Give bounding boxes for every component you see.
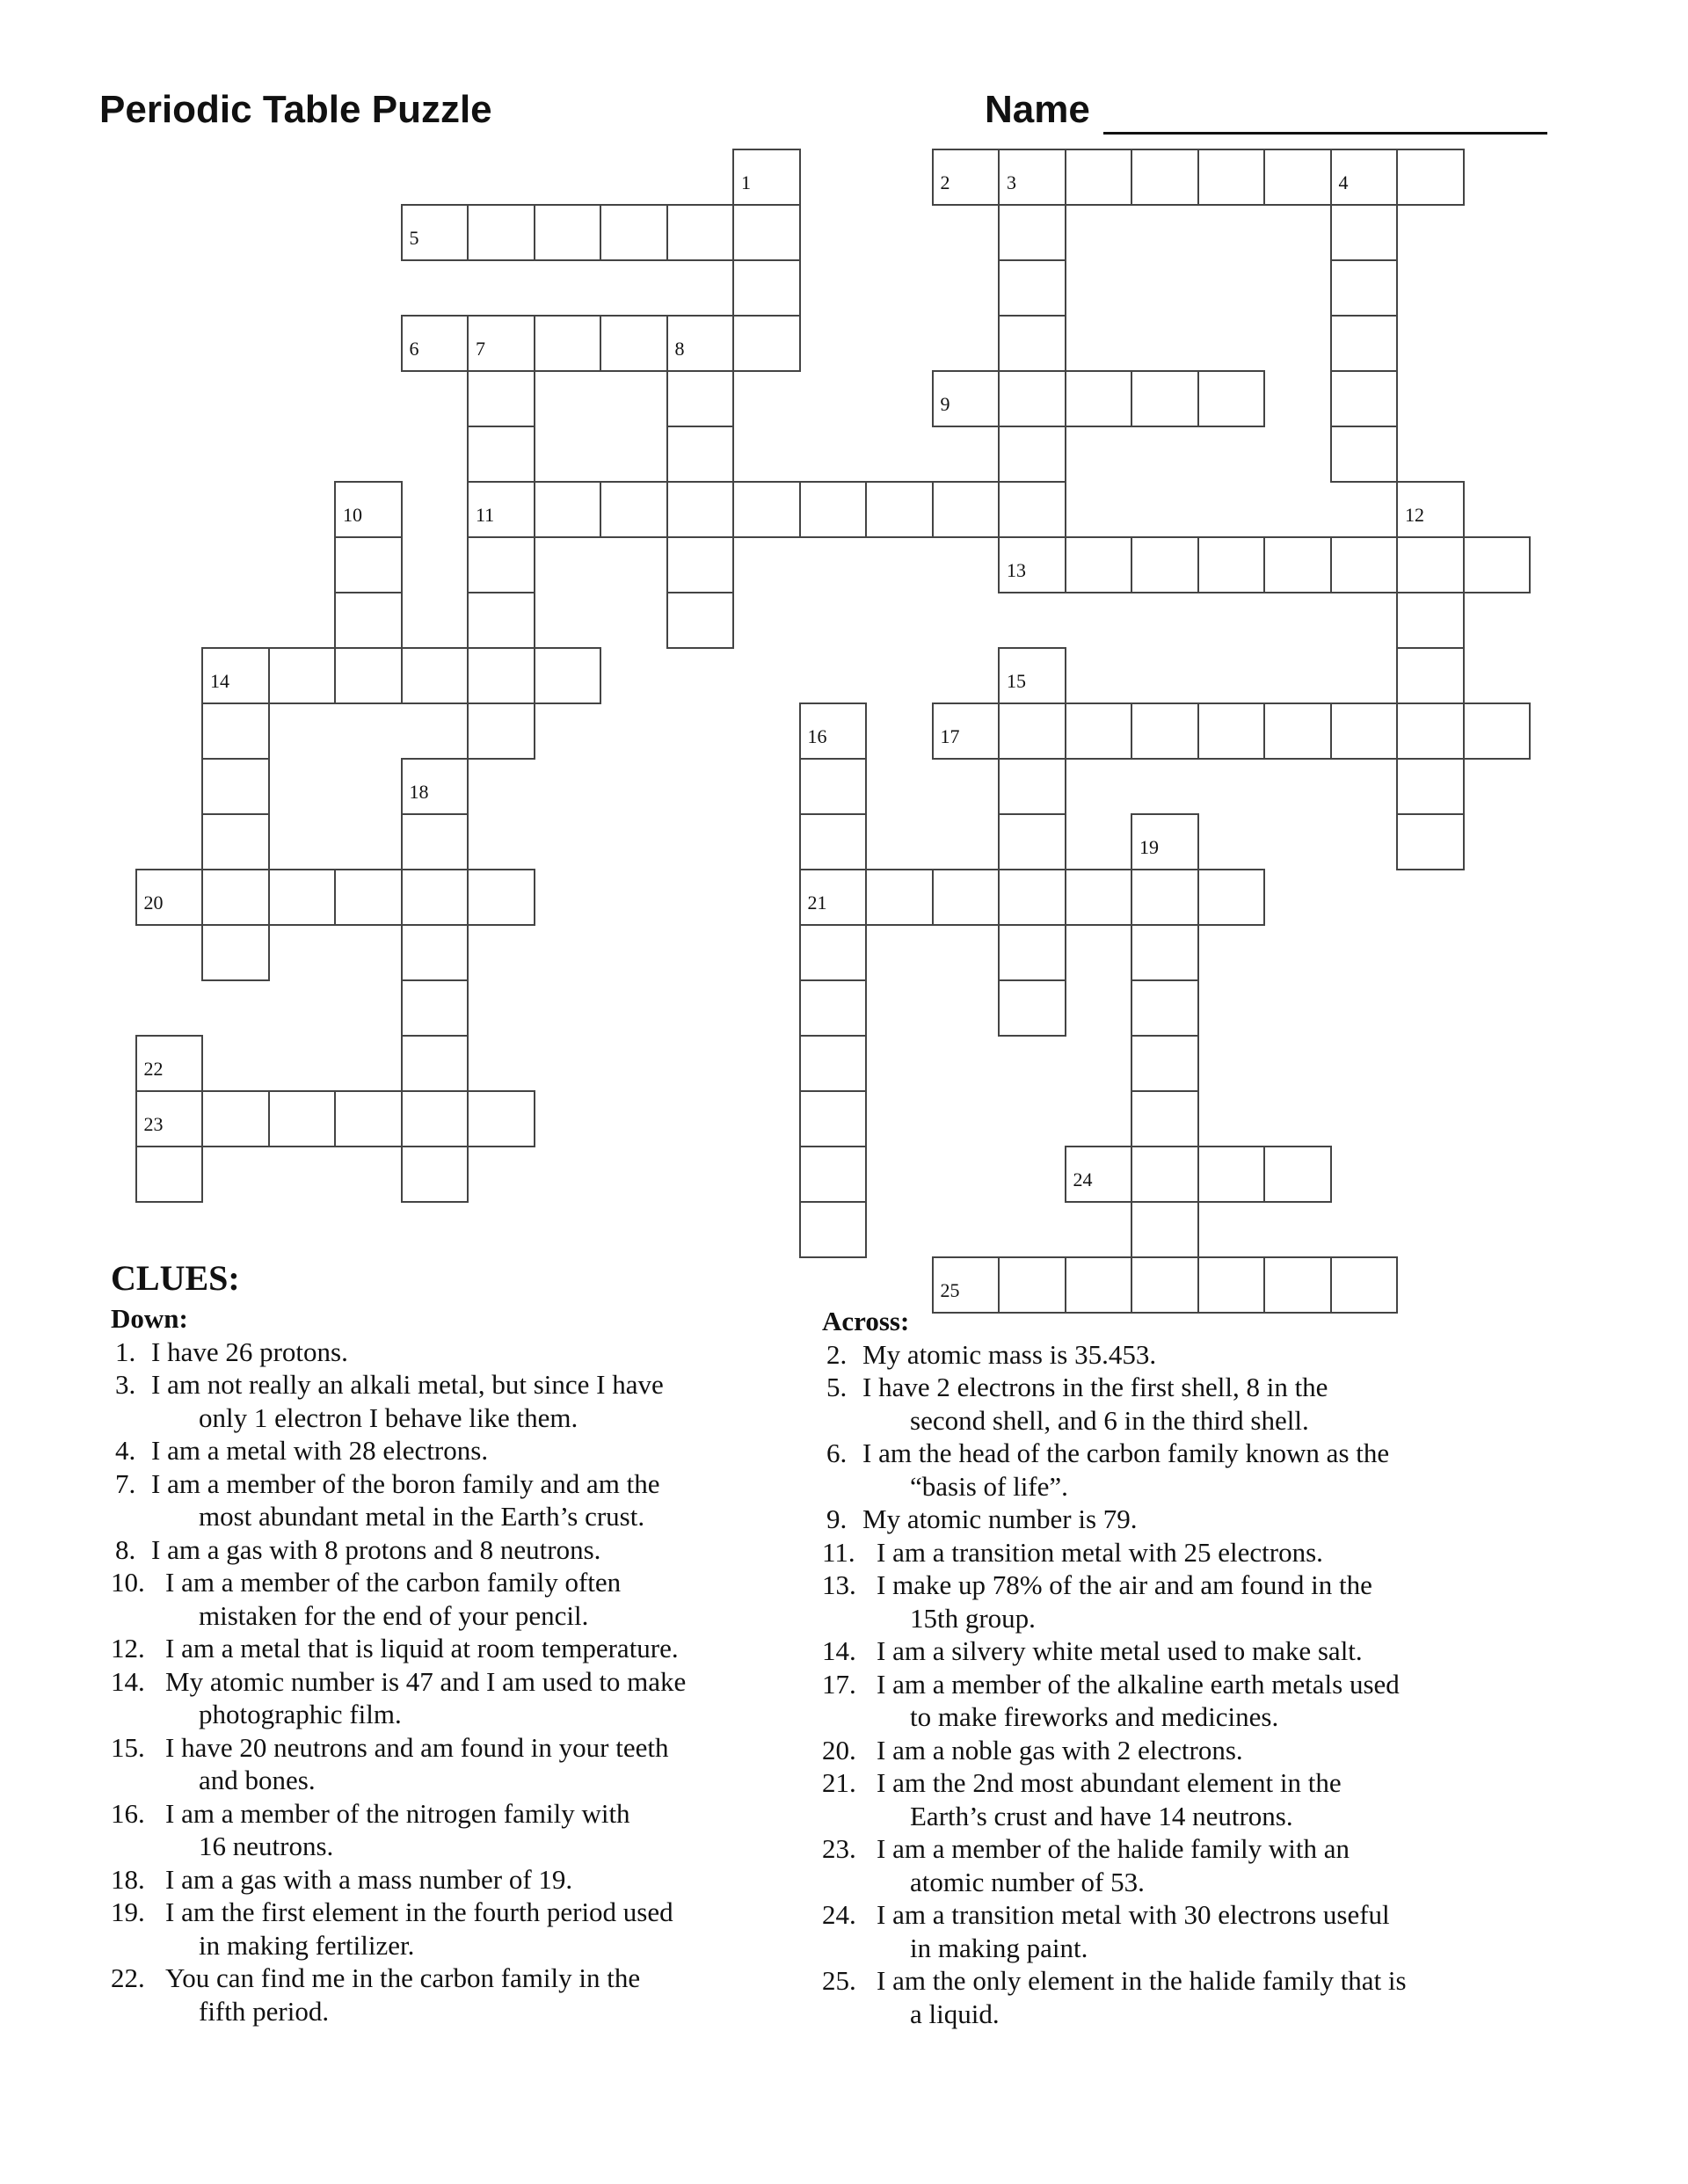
crossword-cell[interactable]	[1396, 149, 1465, 206]
clue-item-number: 5.	[826, 1372, 848, 1402]
crossword-cell[interactable]	[1263, 536, 1332, 593]
crossword-cell[interactable]	[401, 204, 469, 261]
crossword-cell[interactable]	[998, 315, 1066, 372]
clue-item	[111, 1533, 814, 1567]
crossword-cell[interactable]	[998, 647, 1066, 704]
crossword-cell[interactable]	[1396, 813, 1465, 870]
clue-item-text: I am a member of the boron family and am the	[151, 1467, 660, 1499]
crossword-cell[interactable]	[1396, 536, 1465, 593]
crossword-cell[interactable]	[1197, 536, 1266, 593]
clue-item-text: I have 2 electrons in the first shell, 8 in the	[862, 1372, 1328, 1402]
crossword-cell[interactable]	[600, 481, 668, 538]
crossword-cell[interactable]	[401, 979, 469, 1037]
clue-item	[822, 1668, 1525, 1734]
clue-number: 11	[476, 504, 495, 526]
crossword-cell[interactable]	[1396, 758, 1465, 815]
clue-item-number: 19.	[111, 1896, 145, 1927]
crossword-cell[interactable]	[932, 370, 1000, 427]
crossword-cell[interactable]	[732, 481, 801, 538]
clue-item-text: I am a transition metal with 30 electrons useful	[877, 1899, 1390, 1930]
crossword-cell[interactable]	[334, 647, 403, 704]
crossword-cell[interactable]	[1330, 315, 1399, 372]
crossword-cell[interactable]	[1197, 703, 1266, 760]
clue-number: 25	[940, 1279, 960, 1301]
crossword-cell[interactable]	[1263, 703, 1332, 760]
clue-item-number: 12.	[111, 1633, 145, 1663]
crossword-cell[interactable]	[1463, 536, 1532, 593]
crossword-cell[interactable]	[334, 869, 403, 926]
crossword-cell[interactable]	[401, 647, 469, 704]
crossword-cell[interactable]	[1131, 924, 1199, 981]
clue-number: 19	[1139, 836, 1159, 858]
clue-item-number: 1.	[115, 1336, 136, 1367]
clue-number: 8	[674, 338, 685, 360]
crossword-cell[interactable]	[799, 1201, 868, 1258]
clue-item-text: I am a metal with 28 electrons.	[151, 1435, 489, 1466]
crossword-cell[interactable]	[998, 370, 1066, 427]
crossword-cell[interactable]	[135, 1035, 204, 1092]
crossword-cell[interactable]	[799, 1035, 868, 1092]
clue-item-text: Earth’s crust and have 14 neutrons.	[910, 1800, 1293, 1831]
crossword-cell[interactable]	[201, 758, 270, 815]
crossword-cell[interactable]	[666, 204, 735, 261]
crossword-cell[interactable]	[467, 592, 535, 649]
clue-item-number: 25.	[822, 1965, 856, 1996]
crossword-cell[interactable]	[201, 813, 270, 870]
clue-item-text: I am a silvery white metal used to make salt.	[877, 1635, 1363, 1666]
clue-number: 6	[409, 338, 419, 360]
crossword-cell[interactable]	[201, 703, 270, 760]
crossword-cell[interactable]	[201, 869, 270, 926]
clue-number: 18	[409, 781, 429, 803]
crossword-cell[interactable]	[799, 1146, 868, 1203]
crossword-cell[interactable]	[998, 979, 1066, 1037]
crossword-cell[interactable]	[1197, 1146, 1266, 1203]
clue-item-number: 10.	[111, 1567, 145, 1598]
clue-item-text: mistaken for the end of your pencil.	[199, 1599, 589, 1631]
clue-item-text: My atomic mass is 35.453.	[862, 1338, 1157, 1370]
clue-item-number: 24.	[822, 1899, 856, 1930]
clue-number: 13	[1007, 559, 1026, 581]
crossword-cell[interactable]	[1330, 536, 1399, 593]
clue-item-text: My atomic number is 47 and I am used to make	[165, 1665, 687, 1697]
crossword-cell[interactable]	[600, 204, 668, 261]
crossword-cell[interactable]	[467, 647, 535, 704]
crossword-cell[interactable]	[998, 426, 1066, 483]
clue-item	[822, 1734, 1525, 1767]
clue-number: 21	[807, 892, 827, 914]
across-clue-list	[822, 1338, 1525, 2031]
crossword-cell[interactable]	[135, 869, 204, 926]
clue-item-number: 7.	[115, 1467, 136, 1499]
crossword-cell[interactable]	[932, 703, 1000, 760]
clues-heading: CLUES:	[111, 1258, 240, 1298]
clue-number: 4	[1338, 171, 1349, 193]
crossword-cell[interactable]	[998, 536, 1066, 593]
clue-item-text: I am not really an alkali metal, but since I have	[151, 1369, 664, 1400]
clue-item	[822, 1898, 1525, 1964]
crossword-cell[interactable]	[865, 869, 934, 926]
crossword-cell[interactable]	[1065, 536, 1133, 593]
clue-item	[822, 1371, 1525, 1437]
crossword-cell[interactable]	[334, 481, 403, 538]
crossword-cell[interactable]	[998, 703, 1066, 760]
crossword-cell[interactable]	[334, 1090, 403, 1147]
clue-item-number: 18.	[111, 1863, 145, 1895]
clue-item-text: I am a member of the nitrogen family with	[165, 1797, 630, 1829]
clue-item	[822, 1766, 1525, 1832]
crossword-cell[interactable]	[401, 813, 469, 870]
clue-item-number: 4.	[115, 1435, 136, 1466]
clue-item-text: photographic film.	[199, 1699, 402, 1729]
clue-item-text: I am a member of the carbon family often	[165, 1567, 622, 1598]
clue-item-number: 3.	[115, 1369, 136, 1400]
clue-number: 1	[741, 171, 751, 193]
clue-number: 20	[143, 892, 164, 914]
crossword-cell[interactable]	[1263, 1146, 1332, 1203]
clue-item	[111, 1336, 814, 1369]
crossword-cell[interactable]	[534, 481, 602, 538]
clue-number: 16	[807, 725, 827, 747]
clue-item-number: 14.	[822, 1635, 856, 1666]
clue-item-number: 11.	[822, 1536, 855, 1568]
crossword-cell[interactable]	[799, 758, 868, 815]
clue-item	[111, 1368, 814, 1434]
clue-item-text: I am the first element in the fourth period used	[165, 1896, 673, 1927]
clue-number: 24	[1073, 1168, 1093, 1190]
crossword-cell[interactable]	[1330, 149, 1399, 206]
clue-item-text: I am the 2nd most abundant element in the	[877, 1767, 1342, 1798]
clue-item-text: My atomic number is 79.	[862, 1503, 1138, 1534]
crossword-cell[interactable]	[135, 1146, 204, 1203]
clue-item-text: I am a member of the alkaline earth metals used	[877, 1668, 1400, 1700]
clue-item-text: I am a metal that is liquid at room temperature.	[165, 1633, 679, 1663]
crossword-cell[interactable]	[666, 370, 735, 427]
crossword-cell[interactable]	[1131, 536, 1199, 593]
crossword-cell[interactable]	[1065, 370, 1133, 427]
crossword-cell[interactable]	[268, 647, 337, 704]
crossword-cell[interactable]	[1330, 703, 1399, 760]
clue-item-number: 6.	[826, 1438, 848, 1468]
crossword-cell[interactable]	[600, 315, 668, 372]
crossword-cell[interactable]	[1330, 259, 1399, 317]
clue-item-text: You can find me in the carbon family in the	[165, 1962, 641, 1993]
clue-number: 23	[143, 1113, 164, 1135]
crossword-cell[interactable]	[799, 924, 868, 981]
crossword-cell[interactable]	[1131, 813, 1199, 870]
clue-item-text: atomic number of 53.	[910, 1866, 1145, 1897]
crossword-cell[interactable]	[467, 370, 535, 427]
clue-item-text: I am a member of the halide family with an	[877, 1833, 1350, 1864]
clue-item-text: I am the only element in the halide family that is	[877, 1965, 1407, 1996]
crossword-cell[interactable]	[1197, 869, 1266, 926]
crossword-cell[interactable]	[401, 924, 469, 981]
crossword-cell[interactable]	[467, 869, 535, 926]
crossword-cell[interactable]	[1131, 370, 1199, 427]
clue-item	[822, 1569, 1525, 1634]
crossword-cell[interactable]	[1065, 149, 1133, 206]
clue-item-text: to make fireworks and medicines.	[910, 1701, 1279, 1732]
crossword-cell[interactable]	[467, 481, 535, 538]
clue-item	[822, 1536, 1525, 1569]
clue-item-number: 8.	[115, 1533, 136, 1565]
crossword-cell[interactable]	[732, 315, 801, 372]
clue-item-number: 16.	[111, 1797, 145, 1829]
clue-item-text: second shell, and 6 in the third shell.	[910, 1404, 1309, 1436]
clue-item	[111, 1797, 814, 1863]
clue-number: 12	[1405, 504, 1424, 526]
across-clues-column	[822, 1305, 1525, 2030]
clue-item	[822, 1964, 1525, 2030]
clue-item-text: I have 20 neutrons and am found in your teeth	[165, 1731, 669, 1763]
clue-number: 15	[1007, 670, 1026, 692]
crossword-cell[interactable]	[201, 1090, 270, 1147]
clue-item-number: 13.	[822, 1569, 856, 1600]
clue-item	[111, 1566, 814, 1632]
clue-item	[111, 1467, 814, 1533]
clue-item-number: 15.	[111, 1731, 145, 1763]
crossword-cell[interactable]	[1131, 703, 1199, 760]
crossword-cell[interactable]	[998, 204, 1066, 261]
clue-item	[822, 1832, 1525, 1898]
crossword-cell[interactable]	[732, 149, 801, 206]
clue-item-number: 22.	[111, 1962, 145, 1993]
clue-item	[111, 1434, 814, 1467]
crossword-cell[interactable]	[799, 813, 868, 870]
crossword-cell[interactable]	[998, 481, 1066, 538]
clue-item-text: most abundant metal in the Earth’s crust.	[199, 1501, 645, 1532]
across-heading: Across:	[822, 1306, 910, 1336]
clue-item	[111, 1632, 814, 1665]
crossword-cell[interactable]	[666, 481, 735, 538]
clue-item-text: I am a gas with a mass number of 19.	[165, 1863, 573, 1895]
crossword-cell[interactable]	[1131, 1146, 1199, 1203]
crossword-cell[interactable]	[1131, 1035, 1199, 1092]
crossword-cell[interactable]	[932, 869, 1000, 926]
clue-item-text: “basis of life”.	[910, 1470, 1068, 1502]
crossword-cell[interactable]	[268, 869, 337, 926]
crossword-cell[interactable]	[401, 1090, 469, 1147]
crossword-cell[interactable]	[534, 647, 602, 704]
clue-item-text: I am a gas with 8 protons and 8 neutrons.	[151, 1533, 601, 1565]
crossword-cell[interactable]	[1463, 703, 1532, 760]
crossword-cell[interactable]	[998, 149, 1066, 206]
clue-item	[822, 1338, 1525, 1372]
clue-item-number: 14.	[111, 1665, 145, 1697]
clue-item-number: 20.	[822, 1734, 856, 1765]
clue-item-text: a liquid.	[910, 1998, 1000, 2029]
crossword-cell[interactable]	[467, 1090, 535, 1147]
clue-item	[822, 1634, 1525, 1668]
page-title: Periodic Table Puzzle	[99, 88, 492, 131]
crossword-cell[interactable]	[401, 869, 469, 926]
crossword-cell[interactable]	[401, 758, 469, 815]
crossword-cell[interactable]	[334, 592, 403, 649]
crossword-cell[interactable]	[1197, 149, 1266, 206]
crossword-cell[interactable]	[1131, 149, 1199, 206]
crossword-cell[interactable]	[1330, 204, 1399, 261]
clue-number: 7	[476, 338, 485, 360]
crossword-cell[interactable]	[799, 703, 868, 760]
crossword-cell[interactable]	[467, 204, 535, 261]
clue-item	[111, 1731, 814, 1797]
clue-item-text: 16 neutrons.	[199, 1831, 334, 1861]
clue-item	[111, 1665, 814, 1731]
clue-item-number: 2.	[826, 1338, 848, 1370]
crossword-cell[interactable]	[467, 315, 535, 372]
crossword-cell[interactable]	[1396, 647, 1465, 704]
crossword-cell[interactable]	[1131, 979, 1199, 1037]
clue-item-text: I have 26 protons.	[151, 1336, 348, 1367]
crossword-cell[interactable]	[799, 869, 868, 926]
crossword-cell[interactable]	[401, 1146, 469, 1203]
crossword-cell[interactable]	[666, 426, 735, 483]
crossword-cell[interactable]	[732, 259, 801, 317]
clue-item-number: 23.	[822, 1833, 856, 1864]
clue-item	[822, 1503, 1525, 1536]
crossword-cell[interactable]	[1065, 869, 1133, 926]
crossword-cell[interactable]	[666, 536, 735, 593]
clue-item-text: in making fertilizer.	[199, 1929, 415, 1961]
crossword-cell[interactable]	[1263, 149, 1332, 206]
clue-item-text: and bones.	[199, 1765, 316, 1795]
clue-item-number: 17.	[822, 1668, 856, 1700]
clue-number: 22	[143, 1058, 164, 1080]
clue-number: 14	[210, 670, 229, 692]
crossword-cell[interactable]	[201, 647, 270, 704]
crossword-cell[interactable]	[1330, 426, 1399, 483]
clue-item-text: I am the head of the carbon family known as the	[862, 1438, 1390, 1468]
clue-item	[111, 1962, 814, 2027]
down-clue-list	[111, 1336, 814, 2028]
clue-item-text: fifth period.	[199, 1995, 330, 2027]
crossword-cell[interactable]	[268, 1090, 337, 1147]
crossword-cell[interactable]	[666, 315, 735, 372]
crossword-cell[interactable]	[135, 1090, 204, 1147]
clue-item	[822, 1437, 1525, 1503]
crossword-cell[interactable]	[998, 758, 1066, 815]
crossword-cell[interactable]	[1065, 1146, 1133, 1203]
crossword-cell[interactable]	[865, 481, 934, 538]
crossword-cell[interactable]	[467, 426, 535, 483]
clue-number: 5	[409, 227, 419, 249]
crossword-cell[interactable]	[467, 536, 535, 593]
crossword-cell[interactable]	[1131, 1201, 1199, 1258]
crossword-cell[interactable]	[1396, 703, 1465, 760]
crossword-cell[interactable]	[998, 259, 1066, 317]
clue-item-text: I make up 78% of the air and am found in the	[877, 1569, 1372, 1600]
clue-number: 2	[940, 171, 950, 193]
crossword-cell[interactable]	[998, 813, 1066, 870]
crossword-cell[interactable]	[932, 149, 1000, 206]
crossword-cell[interactable]	[1197, 370, 1266, 427]
crossword-cell[interactable]	[334, 536, 403, 593]
crossword-cell[interactable]	[799, 481, 868, 538]
crossword-cell[interactable]	[998, 924, 1066, 981]
clue-number: 9	[940, 393, 950, 415]
clue-item-number: 21.	[822, 1767, 856, 1798]
crossword-cell[interactable]	[998, 869, 1066, 926]
crossword-cell[interactable]	[201, 924, 270, 981]
crossword-cell[interactable]	[534, 315, 602, 372]
down-heading: Down:	[111, 1303, 188, 1334]
crossword-cell[interactable]	[401, 1035, 469, 1092]
down-clues-column	[111, 1302, 814, 2027]
clue-item	[111, 1896, 814, 1962]
clue-item-text: 15th group.	[910, 1602, 1036, 1634]
crossword-cell[interactable]	[799, 979, 868, 1037]
clue-number: 3	[1007, 171, 1016, 193]
crossword-cell[interactable]	[932, 481, 1000, 538]
crossword-cell[interactable]	[732, 204, 801, 261]
crossword-cell[interactable]	[1396, 592, 1465, 649]
crossword-cell[interactable]	[1396, 481, 1465, 538]
crossword-cell[interactable]	[1131, 869, 1199, 926]
clue-item-number: 9.	[826, 1503, 848, 1534]
crossword-cell[interactable]	[1131, 1090, 1199, 1147]
clue-item	[111, 1863, 814, 1896]
crossword-cell[interactable]	[1065, 703, 1133, 760]
clue-item-text: I am a noble gas with 2 electrons.	[877, 1734, 1243, 1765]
crossword-cell[interactable]	[401, 315, 469, 372]
clue-item-text: only 1 electron I behave like them.	[199, 1401, 578, 1433]
crossword-cell[interactable]	[799, 1090, 868, 1147]
crossword-cell[interactable]	[666, 592, 735, 649]
clue-item-text: I am a transition metal with 25 electrons.	[877, 1536, 1323, 1568]
clue-item-text: in making paint.	[910, 1932, 1088, 1963]
crossword-cell[interactable]	[534, 204, 602, 261]
clue-number: 10	[343, 504, 362, 526]
name-label: Name	[985, 88, 1090, 131]
crossword-cell[interactable]	[1330, 370, 1399, 427]
clue-number: 17	[940, 725, 960, 747]
crossword-cell[interactable]	[467, 703, 535, 760]
